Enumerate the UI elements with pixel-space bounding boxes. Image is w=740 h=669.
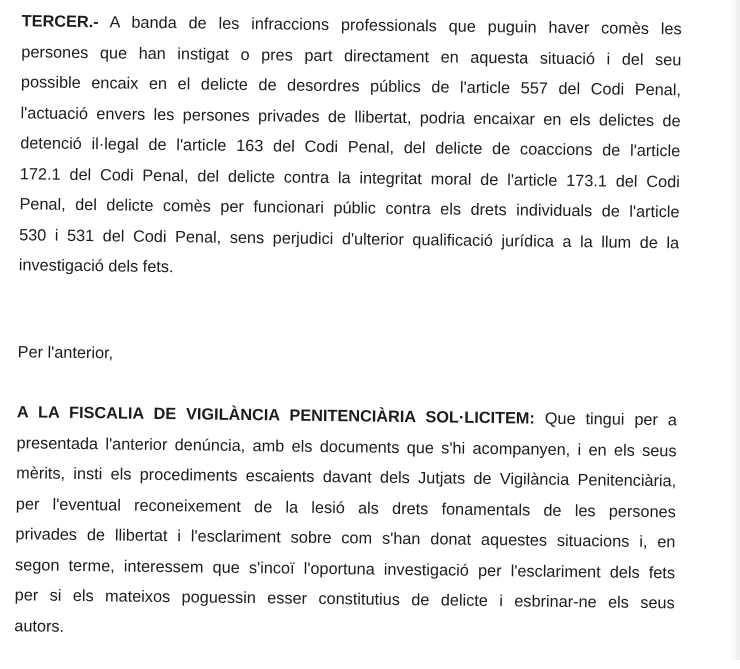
paragraph-line: autors. [14,616,65,636]
paragraph-line: privades de llibertat i l'esclariment sobre com s'han donat aquestes situacions i, en [15,525,676,552]
paragraph-line: Penal, del delicte comès per funcionari públic contra els drets individuals de l'article [19,195,680,222]
paragraph-heading-tercer: TERCER.- [21,12,99,32]
paragraph-request [14,397,677,649]
paragraph-text: A banda de les infraccions professionals que puguin haver comès les [109,13,682,39]
paragraph-anterior [18,337,678,376]
paragraph-line: Per l'anterior, [17,343,114,363]
paragraph-line: 172.1 del Codi Penal, del delicte contra la integritat moral de l'article 173.1 del Codi [19,164,680,191]
paragraph-line: mèrits, insti els procediments escaients davant dels Jutjats de Vigilància Penitenciària, [16,464,677,491]
paragraph-line: segon terme, interessem que s'incoï l'oportuna investigació per l'esclariment dels fets [14,555,676,582]
paragraph-tercer [19,6,682,289]
paragraph-line: detenció il·legal de l'article 163 del Codi Penal, del delicte de coaccions de l'article [20,134,681,161]
paragraph-line: presentada l'anterior denúncia, amb els documents que s'hi acompanyen, i en els seus [16,433,677,460]
paragraph-line: 530 i 531 del Codi Penal, sens perjudici d'ulterior qualificació jurídica a la llum de la [19,225,680,252]
scan-edge-shadow [730,0,740,660]
paragraph-line: per si els mateixos poguessin esser constitutius de delicte i esbrinar-ne els seus [14,586,675,613]
paragraph-line: l'actuació envers les persones privades de llibertat, podria encaixar en els delictes de [20,103,681,130]
paragraph-line: per l'eventual reconeixement de la lesió als drets fonamentals de les persones [15,494,676,521]
paragraph-line: investigació dels fets. [18,256,174,277]
paragraph-heading-request: A LA FISCALIA DE VIGILÀNCIA PENITENCIÀRIA SOL·LICITEM: [16,403,535,428]
paragraph-line: persones que han instigat o pres part directament en aquesta situació i del seu [21,42,682,69]
paragraph-text: Que tingui per a [544,409,678,430]
paragraph-line: possible encaix en el delicte de desordres públics de l'article 557 del Codi Penal, [20,73,682,100]
